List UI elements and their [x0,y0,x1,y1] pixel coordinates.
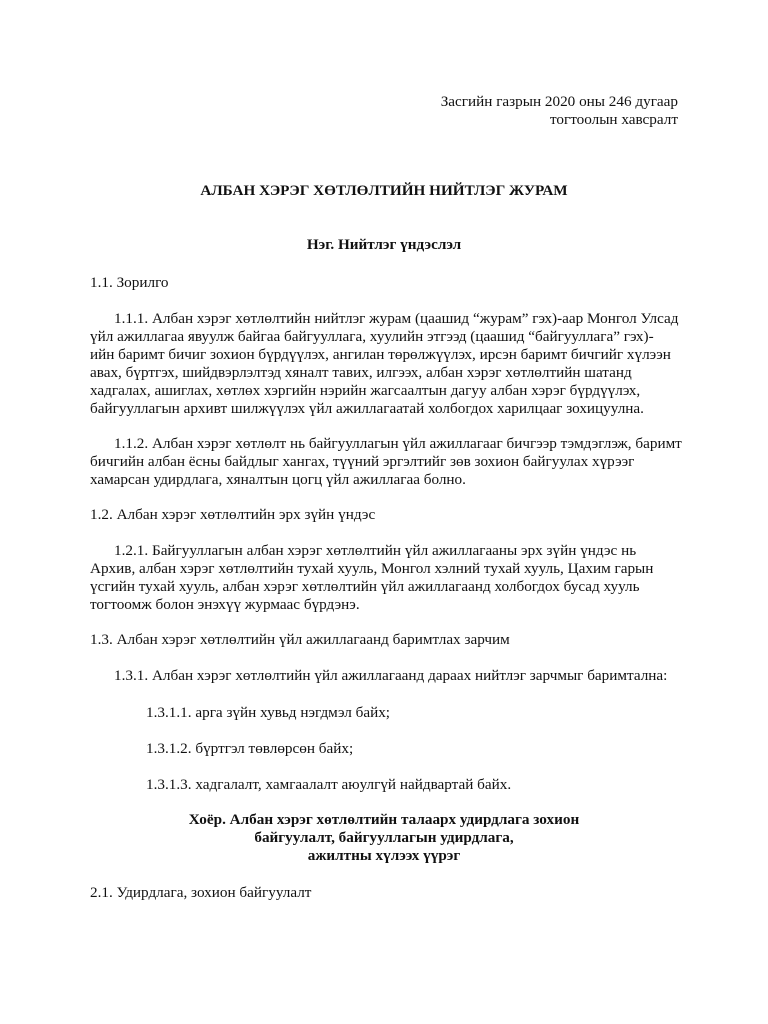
paragraph-line: 1.1.1. Албан хэрэг хөтлөлтийн нийтлэг журам (цаашид “журам” гэх)-аар Монгол Улсад [114,310,679,327]
clause-1-3-1-1: 1.3.1.1. арга зүйн хувьд нэгдмэл байх; [146,704,391,721]
chapter-2-heading-line: ажилтны хүлээх үүрэг [307,847,461,864]
paragraph-line: хадгалах, ашиглах, хөтлөх хэргийн нэрийн жагсаалтын дагуу албан хэрэг бүрдүүлэх, [90,382,641,399]
paragraph-line: бичгийн албан ёсны байдлыг хангах, түүний эргэлтийг зөв зохион байгуулах хүрээг [90,453,635,470]
chapter-2-heading-line: Хоёр. Албан хэрэг хөтлөлтийн талаарх удирдлага зохион [188,811,580,828]
section-1-1-heading: 1.1. Зорилго [90,274,169,291]
section-2-1-heading: 2.1. Удирдлага, зохион байгуулалт [90,884,312,901]
chapter-2-heading [0,811,768,865]
paragraph-1-1-2 [90,435,688,489]
paragraph-line: үйл ажиллагаа явуулж байгаа байгууллага, хуулийн этгээд (цаашид “байгууллага” гэх)- [90,328,654,345]
paragraph-1-2-1 [90,542,688,614]
paragraph-line: хамарсан удирдлага, хяналтын цогц үйл ажиллагаа болно. [90,471,466,488]
section-1-3-heading: 1.3. Албан хэрэг хөтлөлтийн үйл ажиллагаанд баримтлах зарчим [90,631,510,648]
clause-1-3-1-3: 1.3.1.3. хадгалалт, хамгаалалт аюулгүй найдвартай байх. [146,776,512,793]
paragraph-line: Архив, албан хэрэг хөтлөлтийн тухай хууль, Монгол хэлний тухай хууль, Цахим гарын [90,560,654,577]
clause-1-3-1-2: 1.3.1.2. бүртгэл төвлөрсөн байх; [146,740,354,757]
paragraph-line: 1.1.2. Албан хэрэг хөтлөлт нь байгууллагын үйл ажиллагааг бичгээр тэмдэглэж, баримт [114,435,682,452]
annex-note [441,93,678,129]
paragraph-line: 1.2.1. Байгууллагын албан хэрэг хөтлөлтийн үйл ажиллагааны эрх зүйн үндэс нь [114,542,637,559]
paragraph-line: тогтоомж болон энэхүү журмаас бүрдэнэ. [90,596,360,613]
paragraph-line: авах, бүртгэх, шийдвэрлэлтэд хяналт тавих, илгээх, албан хэрэг хөтлөлтийн шатанд [90,364,632,381]
section-1-2-heading: 1.2. Албан хэрэг хөтлөлтийн эрх зүйн үндэс [90,506,376,523]
paragraph-line: байгууллагын архивт шилжүүлэх үйл ажиллагаатай холбогдох харилцааг зохицуулна. [90,400,644,417]
clause-1-3-1: 1.3.1. Албан хэрэг хөтлөлтийн үйл ажиллагаанд дараах нийтлэг зарчмыг баримтална: [114,667,668,684]
paragraph-1-1-1 [90,310,688,418]
chapter-2-heading-line: байгуулалт, байгууллагын удирдлага, [254,829,514,846]
chapter-1-heading: Нэг. Нийтлэг үндэслэл [306,236,462,253]
annex-line-1: Засгийн газрын 2020 оны 246 дугаар [440,93,678,110]
paragraph-line: ийн баримт бичиг зохион бүрдүүлэх, ангилан төрөлжүүлэх, ирсэн баримт бичгийг хүлээн [90,346,671,363]
document-title: АЛБАН ХЭРЭГ ХӨТЛӨЛТИЙН НИЙТЛЭГ ЖУРАМ [200,182,568,199]
annex-line-2: тогтоолын хавсралт [549,111,678,128]
paragraph-line: үсгийн тухай хууль, албан хэрэг хөтлөлтийн үйл ажиллагаанд холбогдох бусад хууль [90,578,640,595]
